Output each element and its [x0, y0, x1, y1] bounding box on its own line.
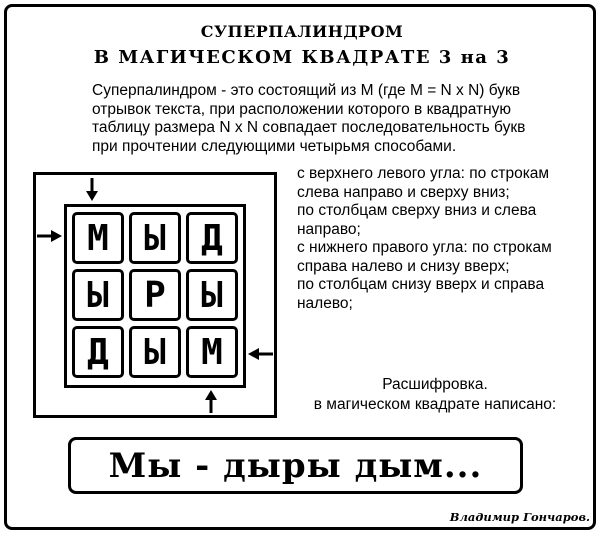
- square-cell-r2c3: Ы: [186, 269, 238, 321]
- definition-line: таблицу размера N x N совпадает последовательность букв: [92, 119, 526, 136]
- rule-line: справа налево и снизу вверх;: [297, 257, 510, 275]
- square-cell-r3c1: Д: [72, 326, 124, 378]
- arrow-up-icon: [204, 389, 218, 413]
- reading-rules-text: [297, 165, 597, 313]
- arrow-left-icon: [247, 347, 273, 361]
- definition-line: отрывок текста, при расположении которого в квадратную: [92, 100, 512, 118]
- definition-text: [92, 82, 592, 156]
- rule-line: направо;: [297, 220, 361, 238]
- square-cell-r1c2: Ы: [129, 212, 181, 264]
- square-cell-r3c2: Ы: [129, 326, 181, 378]
- square-cell-r1c1: М: [72, 212, 124, 264]
- rule-line: с нижнего правого угла: по строкам: [297, 239, 552, 256]
- square-cell-r2c2: Р: [129, 269, 181, 321]
- rule-line: с верхнего левого угла: по строкам: [297, 165, 550, 182]
- answer-box: [68, 437, 523, 494]
- rule-line: налево;: [297, 294, 353, 312]
- author-signature: Владимир Гончаров.: [449, 510, 590, 524]
- rule-line: по столбцам снизу вверх и справа: [297, 276, 545, 293]
- magic-square-grid: [64, 204, 246, 388]
- square-cell-r2c1: Ы: [72, 269, 124, 321]
- rule-line: по столбцам сверху вниз и слева: [297, 202, 537, 219]
- square-cell-r3c3: М: [186, 326, 238, 378]
- decoding-caption: в магическом квадрате написано:: [313, 396, 557, 413]
- page-subtitle: В МАГИЧЕСКОМ КВАДРАТЕ 3 на 3: [93, 47, 511, 68]
- definition-line: Суперпалиндром - это состоящий из M (где M = N x N) букв: [92, 82, 521, 99]
- arrow-right-icon: [37, 229, 63, 243]
- answer-text: Мы - дыры дым...: [108, 445, 483, 486]
- rule-line: слева направо и сверху вниз;: [297, 183, 510, 201]
- decoding-title: Расшифровка.: [382, 376, 488, 393]
- page-title: СУПЕРПАЛИНДРОМ: [200, 22, 404, 41]
- square-cell-r1c3: Д: [186, 212, 238, 264]
- arrow-down-icon: [85, 178, 99, 202]
- decoding-heading: [280, 375, 590, 415]
- definition-line: при прочтении следующими четырьмя способами.: [92, 137, 457, 155]
